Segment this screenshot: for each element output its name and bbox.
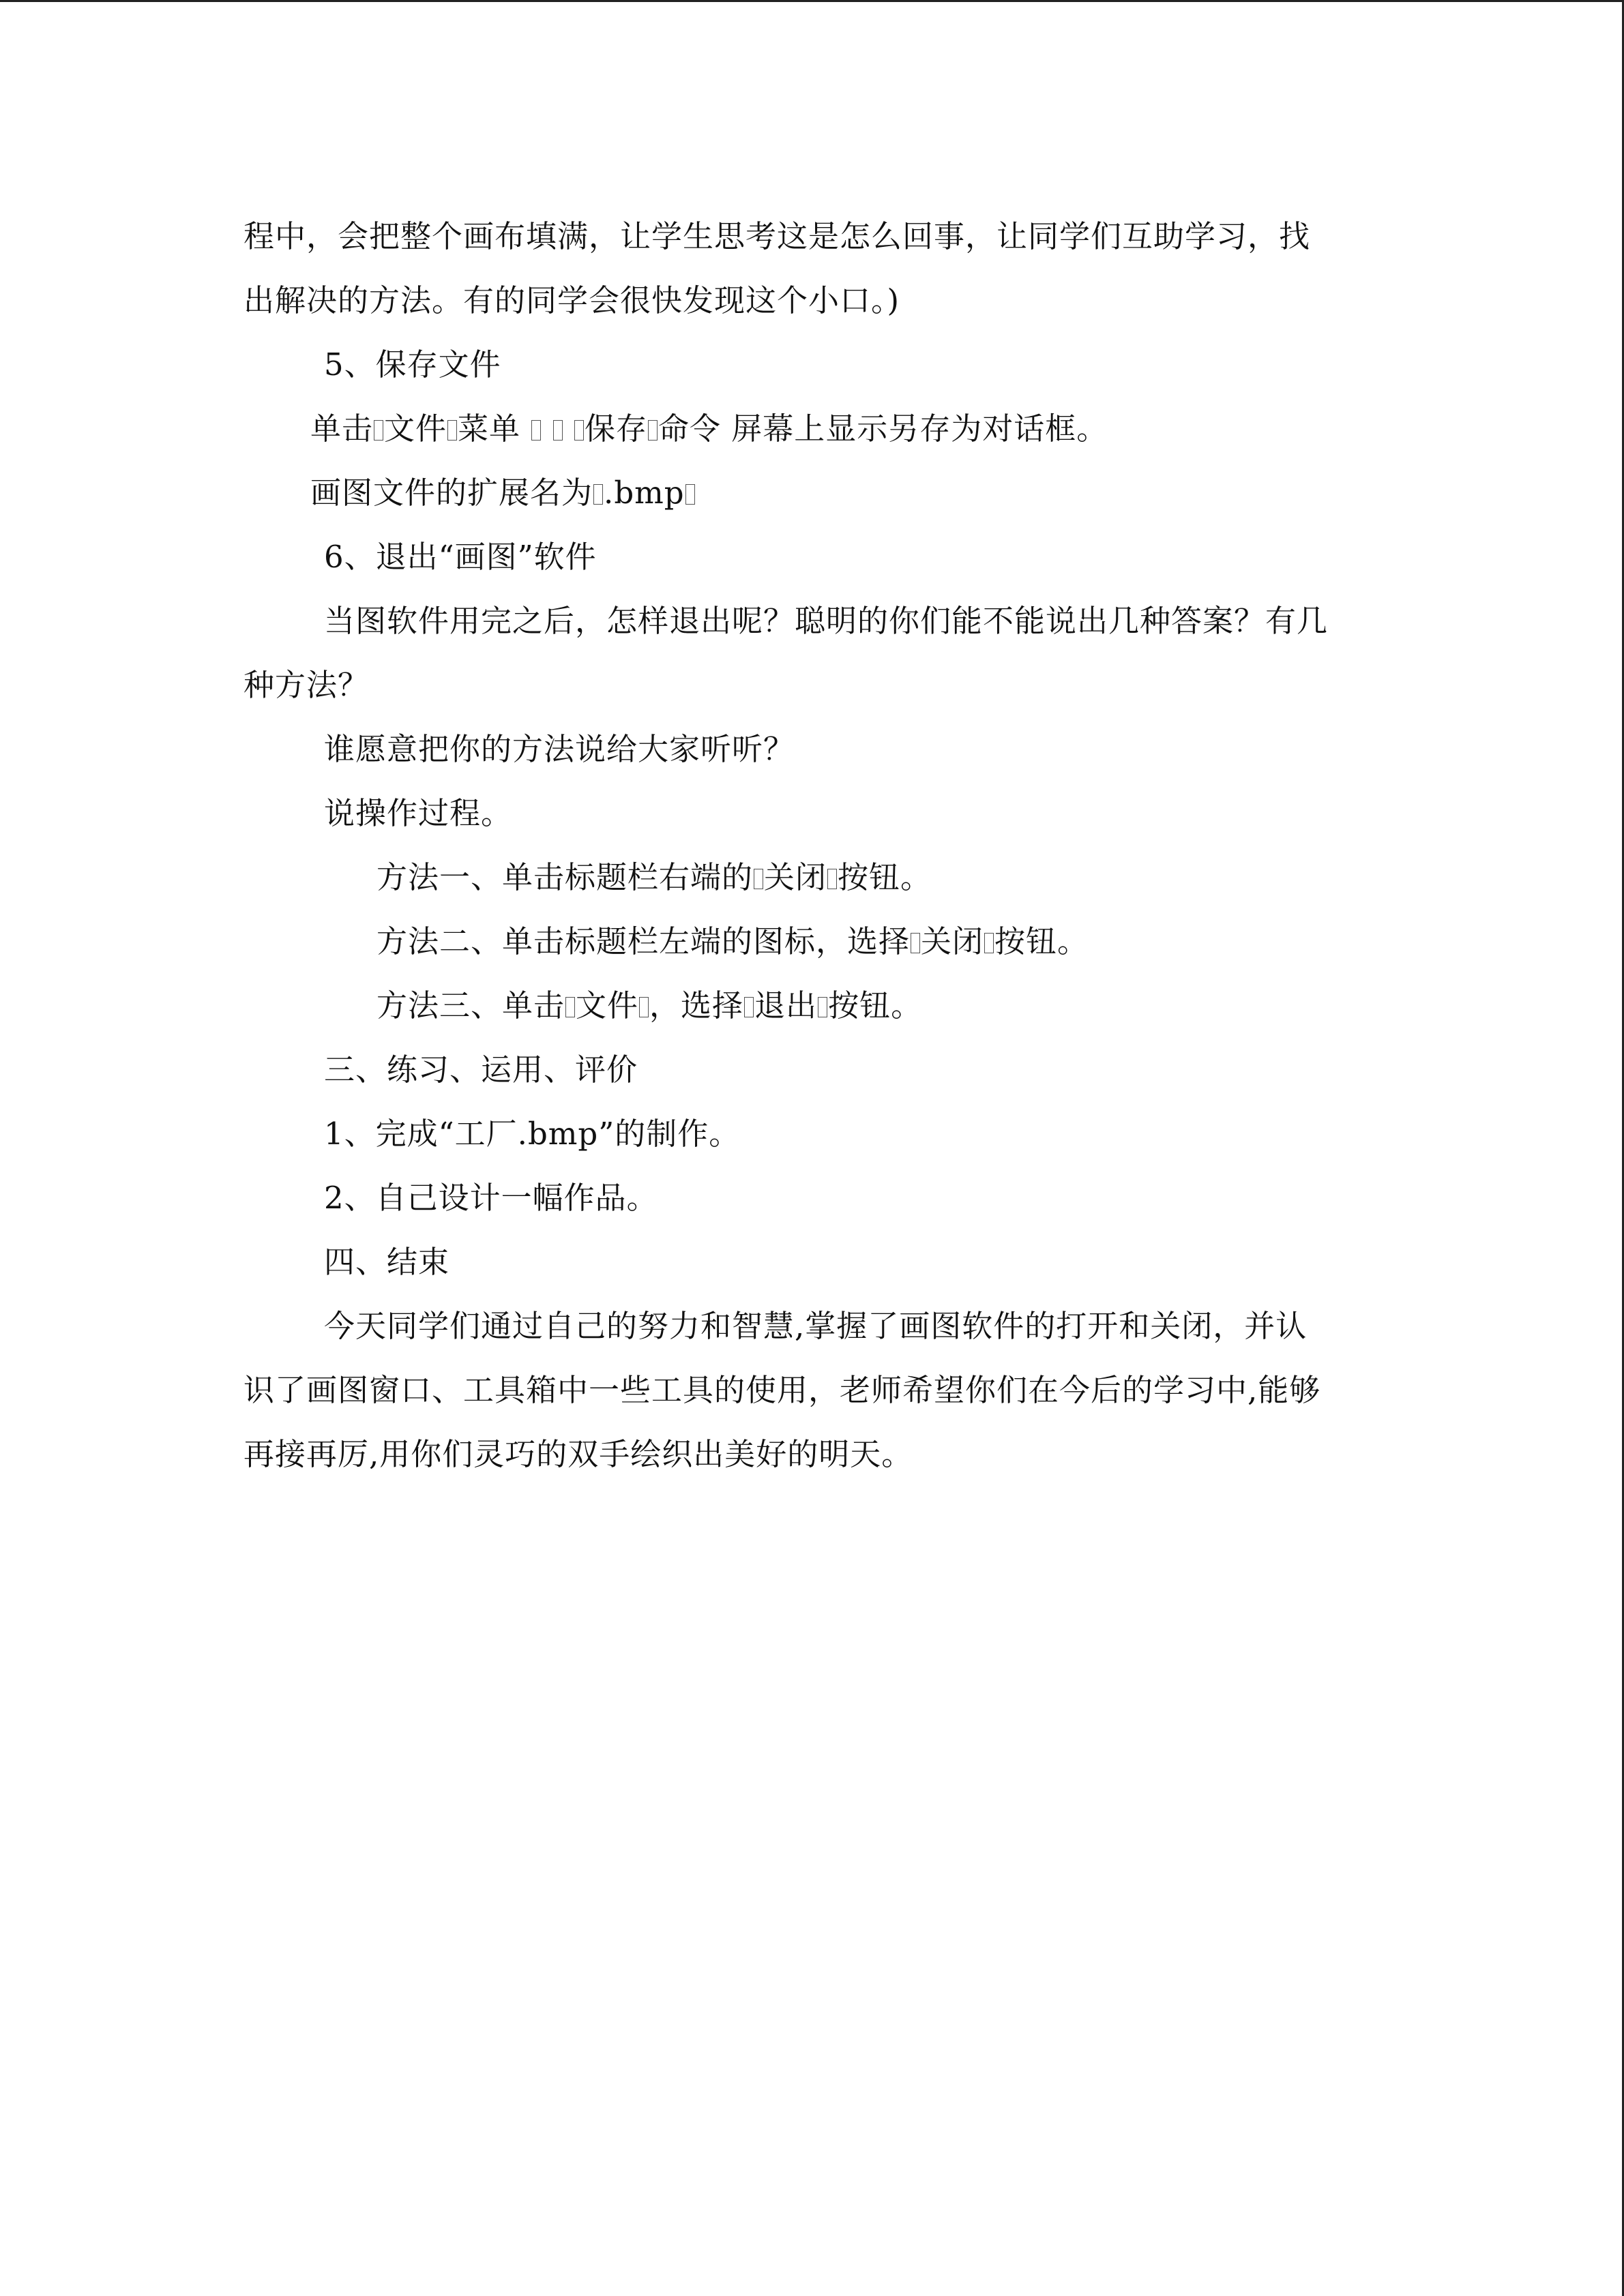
missing-glyph-box (754, 869, 763, 889)
section-heading: 四、结束 (324, 1244, 450, 1280)
text-segment: 文件 (384, 411, 447, 447)
missing-glyph-box (447, 420, 457, 441)
paragraph-line (243, 461, 1376, 525)
missing-glyph-box (574, 420, 584, 441)
paragraph-line: 程中，会把整个画布填满，让学生思考这是怎么回事，让同学们互助学习，找 (243, 218, 1311, 254)
paragraph-line (243, 397, 1376, 461)
missing-glyph-box (531, 420, 541, 441)
text-segment: ，选择 (649, 987, 744, 1024)
missing-glyph-box (984, 933, 994, 953)
section-heading: 三、练习、运用、评价 (324, 1052, 638, 1088)
missing-glyph-box (648, 420, 658, 441)
document-body (243, 205, 1376, 1487)
section-heading: 5、保存文件 (324, 346, 501, 383)
missing-glyph-box (374, 420, 383, 441)
missing-glyph-box (565, 997, 575, 1017)
text-segment: 菜单 (458, 411, 521, 447)
text-segment: 按钮。 (994, 923, 1089, 959)
text-segment: 文件 (576, 987, 639, 1024)
text-segment: 关闭 (921, 923, 984, 959)
paragraph-line: 当图软件用完之后，怎样退出呢？聪明的你们能不能说出几种答案？有几 (324, 603, 1329, 639)
text-segment: .bmp (604, 475, 685, 511)
paragraph-line: 2、自己设计一幅作品。 (324, 1180, 658, 1216)
method-line (243, 974, 1376, 1038)
missing-glyph-box (911, 933, 920, 953)
text-segment: 退出 (754, 987, 818, 1024)
paragraph-line: 说操作过程。 (324, 795, 513, 831)
paragraph-line: 出解决的方法。有的同学会很快发现这个小口。) (243, 282, 900, 318)
missing-glyph-box (744, 997, 754, 1017)
text-segment: 方法一、单击标题栏右端的 (377, 859, 754, 895)
missing-glyph-box (827, 869, 837, 889)
missing-glyph-box (639, 997, 649, 1017)
missing-glyph-box (818, 997, 827, 1017)
missing-glyph-box (553, 420, 563, 441)
text-segment: 保存 (584, 411, 647, 447)
method-line (243, 910, 1376, 974)
missing-glyph-box (593, 484, 603, 505)
text-segment: 方法三、单击 (377, 987, 565, 1024)
text-segment: 单击 (310, 411, 374, 447)
paragraph-line: 种方法？ (243, 667, 370, 703)
text-segment: 命令 屏幕上显示另存为对话框。 (658, 411, 1108, 447)
text-segment: 方法二、单击标题栏左端的图标，选择 (377, 923, 911, 959)
paragraph-line: 谁愿意把你的方法说给大家听听？ (324, 731, 795, 767)
text-segment: 按钮。 (828, 987, 923, 1024)
missing-glyph-box (685, 484, 695, 505)
paragraph-line: 识了画图窗口、工具箱中一些工具的使用，老师希望你们在今后的学习中,能够 (243, 1372, 1321, 1408)
method-line (243, 846, 1376, 910)
text-segment: 画图文件的扩展名为 (310, 475, 593, 511)
paragraph-line: 1、完成“工厂.bmp”的制作。 (324, 1116, 741, 1152)
text-segment: 关闭 (764, 859, 827, 895)
paragraph-line: 今天同学们通过自己的努力和智慧,掌握了画图软件的打开和关闭，并认 (324, 1308, 1308, 1344)
paragraph-line: 再接再厉,用你们灵巧的双手绘织出美好的明天。 (243, 1436, 913, 1472)
section-heading: 6、退出“画图”软件 (324, 539, 597, 575)
text-segment: 按钮。 (838, 859, 932, 895)
